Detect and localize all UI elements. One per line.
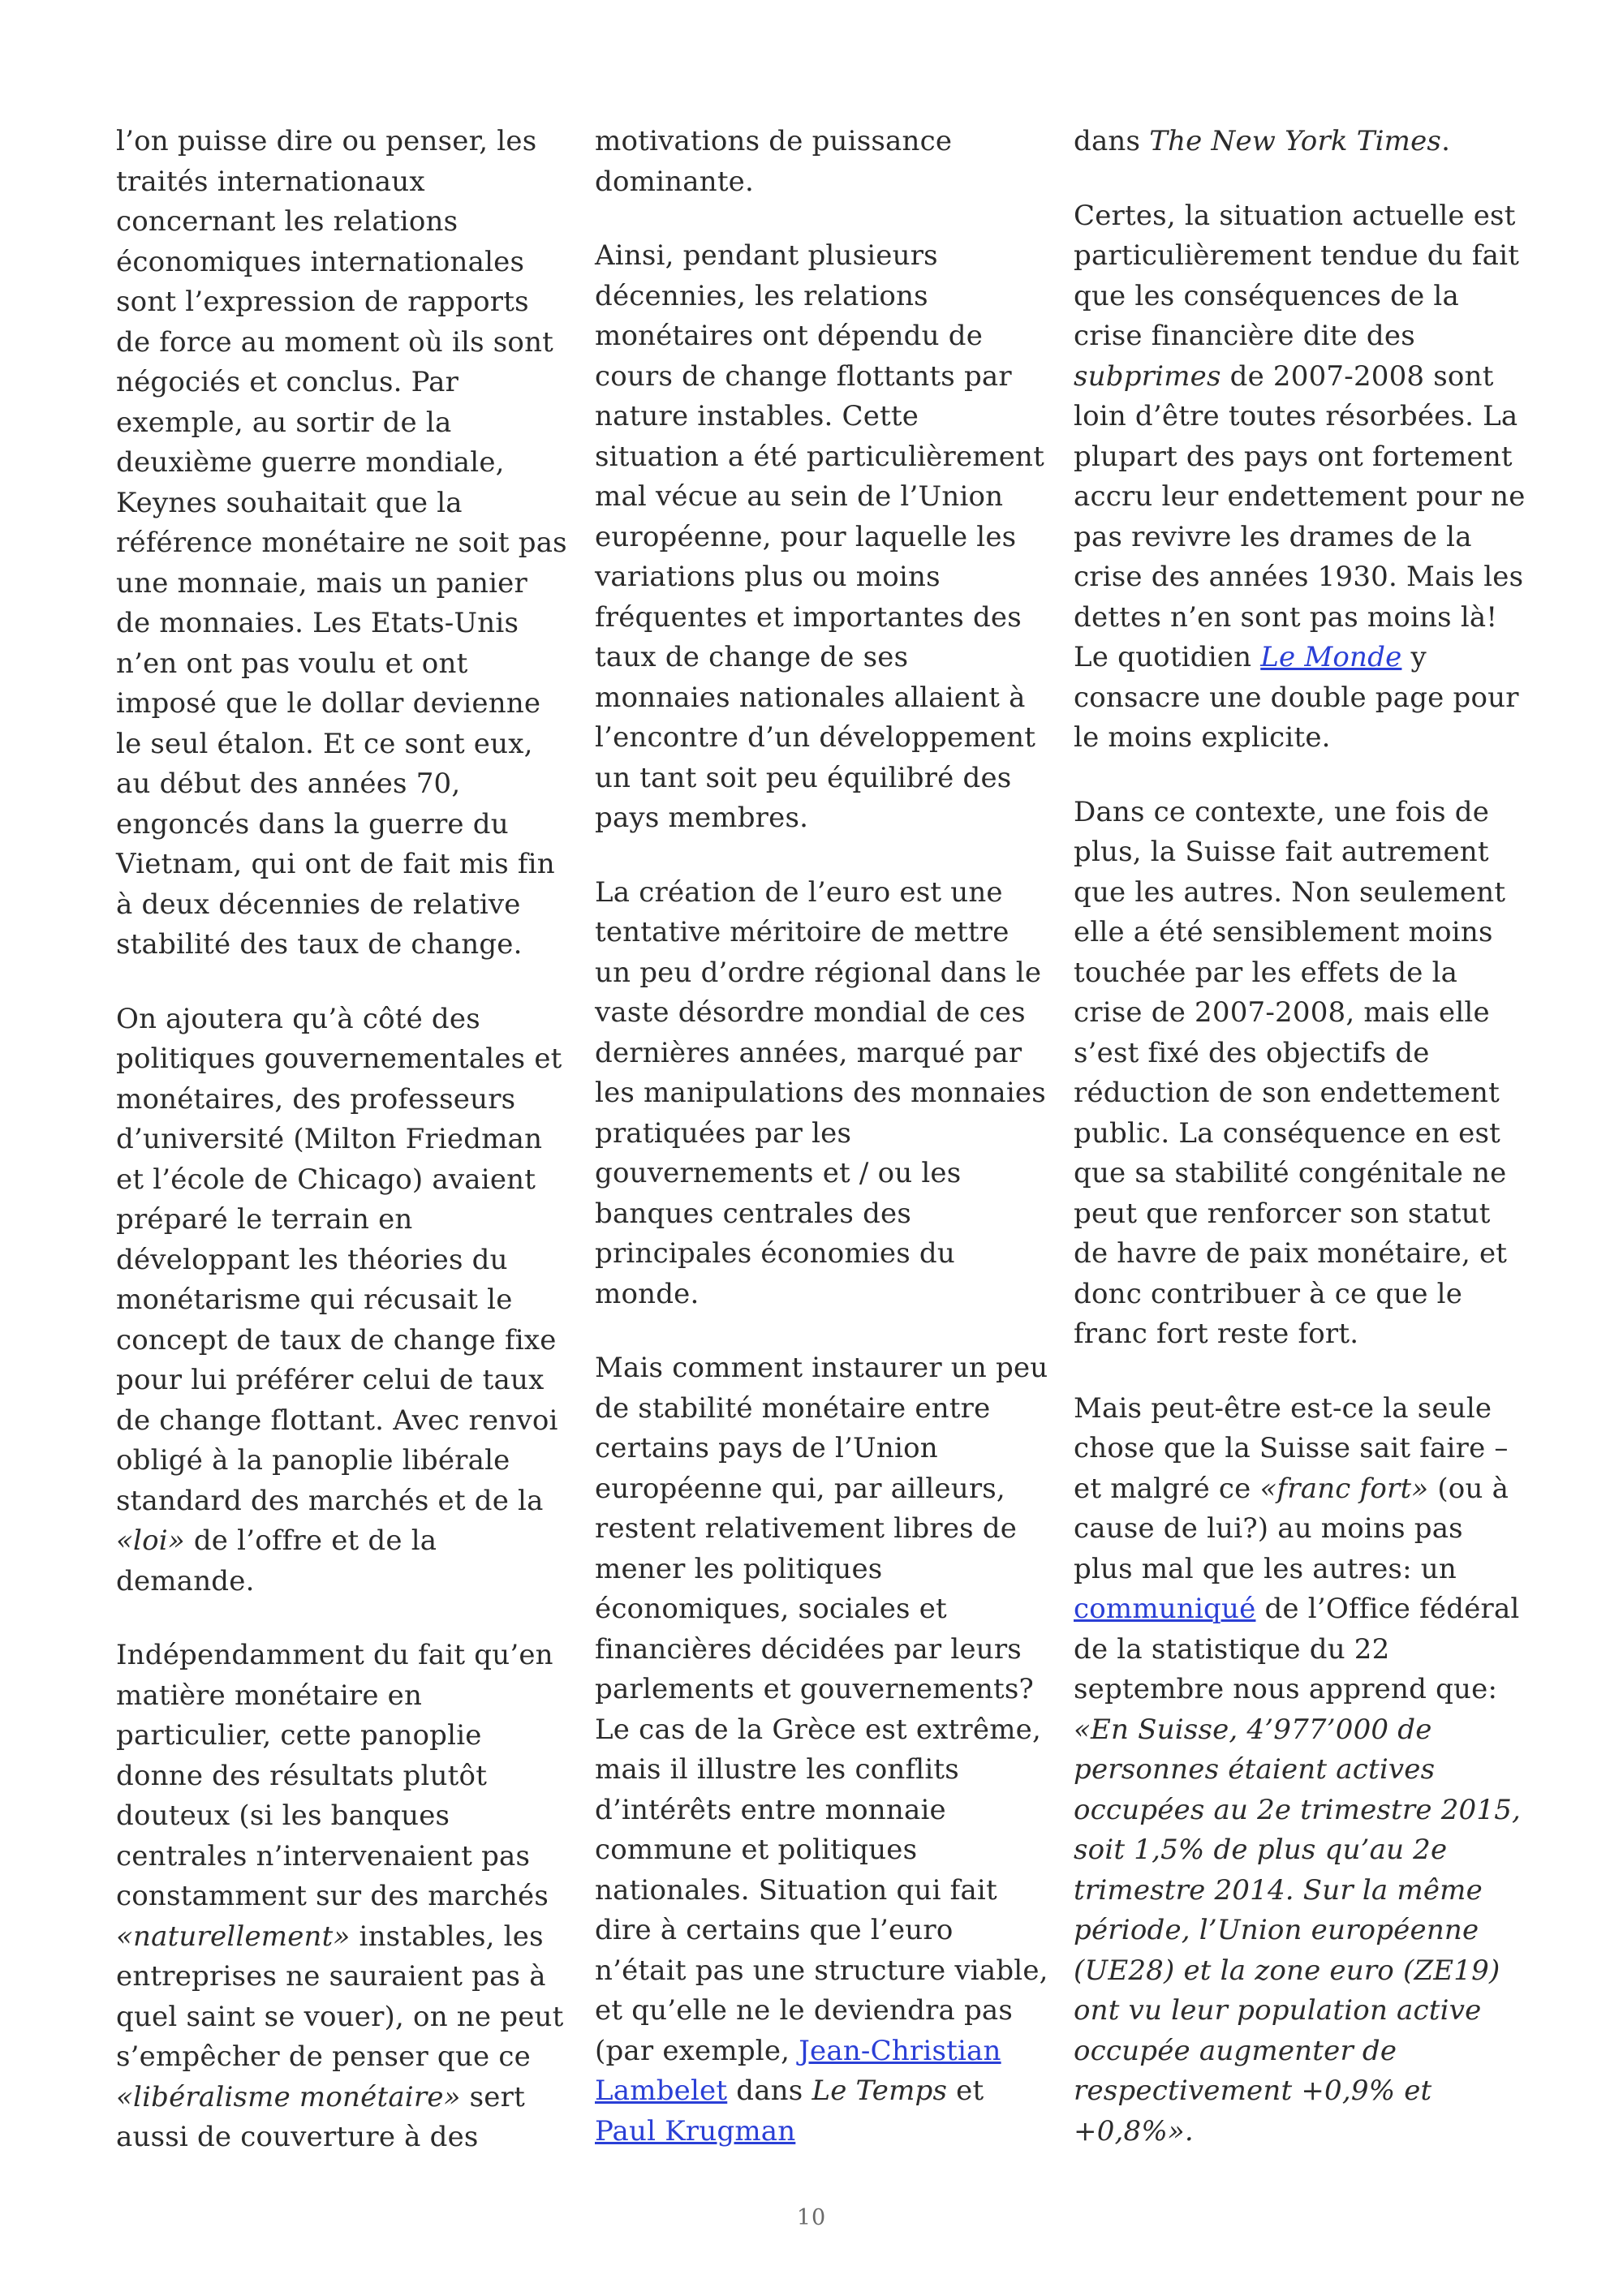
paragraph-text: Mais comment instaurer un peu de stabilité monétaire entre certains pays de l’Union européenne qui, par ailleurs, restent relativement libres de mener les politiques économiques, sociales et financières décidées par leurs parlements et gouvernements? Le cas de la Grèce est extrême, mais il illustre les conflits d’intérêts entre monnaie commune et politiques nationales. Situation qui fait dire à certains que l’euro n’était pas une structure viable, et qu’elle ne le deviendra pas (par exemple,	[595, 1352, 1048, 2067]
italic-text: subprimes	[1074, 359, 1221, 393]
paragraph-text: dans	[727, 2075, 812, 2107]
italic-text: «franc fort»	[1259, 1472, 1429, 1505]
paragraph-text: dans	[1074, 125, 1150, 157]
paragraph	[595, 236, 1049, 839]
italic-text: «naturellement»	[116, 1920, 351, 1953]
paragraph-text: Certes, la situation actuelle est particulièrement tendue du fait que les conséquences de la crise financière dite des	[1074, 199, 1520, 352]
paragraph-text: y consacre une double page pour le moins explicite.	[1074, 641, 1519, 754]
paragraph-text: de l’Office fédéral de la statistique du 22 septembre nous apprend que:	[1074, 1593, 1520, 1705]
paragraph-text: Dans ce contexte, une fois de plus, la Suisse fait autrement que les autres. Non seulement elle a été sensiblement moins touchée par les effets de la crise de 2007-2008, mais elle s’est fixé des objectifs de réduction de son endettement public. La conséquence en est que sa stabilité congénitale ne peut que renforcer son statut de havre de paix monétaire, et donc contribuer à ce que le franc fort reste fort.	[1074, 795, 1508, 1350]
paragraph-text: Ainsi, pendant plusieurs décennies, les relations monétaires ont dépendu de cours de change flottants par nature instables. Cette situation a été particulièrement mal vécue au sein de l’Union européenne, pour laquelle les variations plus ou moins fréquentes et importantes des taux de change de ses monnaies nationales allaient à l’encontre d’un développement un tant soit peu équilibré des pays membres.	[595, 239, 1044, 834]
italic-text: «loi»	[116, 1524, 185, 1557]
link-jean-christian-lambelet[interactable]: Jean-Christian Lambelet	[595, 2034, 1001, 2107]
paragraph	[116, 1636, 570, 2158]
paragraph	[595, 1348, 1049, 2152]
paragraph	[1074, 1389, 1528, 2152]
italic-text: The New York Times	[1149, 125, 1442, 157]
paragraph	[595, 873, 1049, 1315]
paragraph-text: La création de l’euro est une tentative méritoire de mettre un peu d’ordre régional dans le vaste désordre mondial de ces dernières années, marqué par les manipulations des monnaies pratiquées par les gouvernements et / ou les banques centrales des principales économies du monde.	[595, 875, 1046, 1310]
text-column-1	[116, 122, 570, 2158]
text-column-2	[595, 122, 1049, 2152]
paragraph	[1074, 122, 1528, 162]
paragraph-text: l’on puisse dire ou penser, les traités internationaux concernant les relations économiques internationales sont l’expression de rapports de force au moment où ils sont négociés et conclus. Par exemple, au sortir de la deuxième guerre mondiale, Keynes souhaitait que la référence monétaire ne soit pas une monnaie, mais un panier de monnaies. Les Etats-Unis n’en ont pas voulu et ont imposé que le dollar devienne le seul étalon. Et ce sont eux, au début des années 70, engoncés dans la guerre du Vietnam, qui ont de fait mis fin à deux décennies de relative stabilité des taux de change.	[116, 125, 567, 961]
text-column-3	[1074, 122, 1528, 2152]
paragraph-text: (ou à cause de lui?) au moins pas plus mal que les autres: un	[1074, 1472, 1509, 1585]
paragraph-text: On ajoutera qu’à côté des politiques gouvernementales et monétaires, des professeurs d’université (Milton Friedman et l’école de Chicago) avaient préparé le terrain en développant les théories du monétarisme qui récusait le concept de taux de change fixe pour lui préférer celui de taux de change flottant. Avec renvoi obligé à la panoplie libérale standard des marchés et de la	[116, 1002, 562, 1517]
paragraph-text: Indépendamment du fait qu’en matière monétaire en particulier, cette panoplie donne des résultats plutôt douteux (si les banques centrales n’intervenaient pas constamment sur des marchés	[116, 1639, 553, 1912]
paragraph-text: Mais peut-être est-ce la seule chose que la Suisse sait faire – et malgré ce	[1074, 1391, 1509, 1505]
italic-text: Le Temps	[812, 2075, 948, 2107]
italic-text: «libéralisme monétaire»	[116, 2080, 461, 2113]
paragraph-text: et	[947, 2075, 984, 2107]
paragraph	[595, 122, 1049, 202]
paragraph-text: de 2007-2008 sont loin d’être toutes résorbées. La plupart des pays ont fortement accru leur endettement pour ne pas revivre les drames de la crise des années 1930. Mais les dettes n’en sont pas moins là! Le quotidien	[1074, 359, 1526, 673]
link-paul-krugman[interactable]: Paul Krugman	[595, 2114, 796, 2148]
link-le-monde[interactable]: Le Monde	[1260, 641, 1402, 673]
paragraph-text: motivations de puissance dominante.	[595, 125, 953, 198]
paragraph-text: de l’offre et de la demande.	[116, 1524, 437, 1597]
paragraph	[1074, 196, 1528, 759]
paragraph	[116, 122, 570, 965]
paragraph-text: instables, les entreprises ne sauraient pas à quel saint se vouer), on ne peut s’empêcher de penser que ce	[116, 1920, 564, 2073]
paragraph	[1074, 793, 1528, 1355]
paragraph-text: sert aussi de couverture à des	[116, 2080, 525, 2153]
paragraph-text: .	[1441, 125, 1451, 157]
paragraph	[116, 1000, 570, 1602]
link-communique[interactable]: communiqué	[1074, 1593, 1256, 1625]
page-number: 10	[796, 2205, 827, 2230]
italic-text: «En Suisse, 4’977’000 de personnes étaient actives occupées au 2e trimestre 2015, soit 1,5% de plus qu’au 2e trimestre 2014. Sur la même période, l’Union européenne (UE28) et la zone euro (ZE19) ont vu leur population active occupée augmenter de respectivement +0,9% et +0,8%».	[1074, 1713, 1522, 2148]
